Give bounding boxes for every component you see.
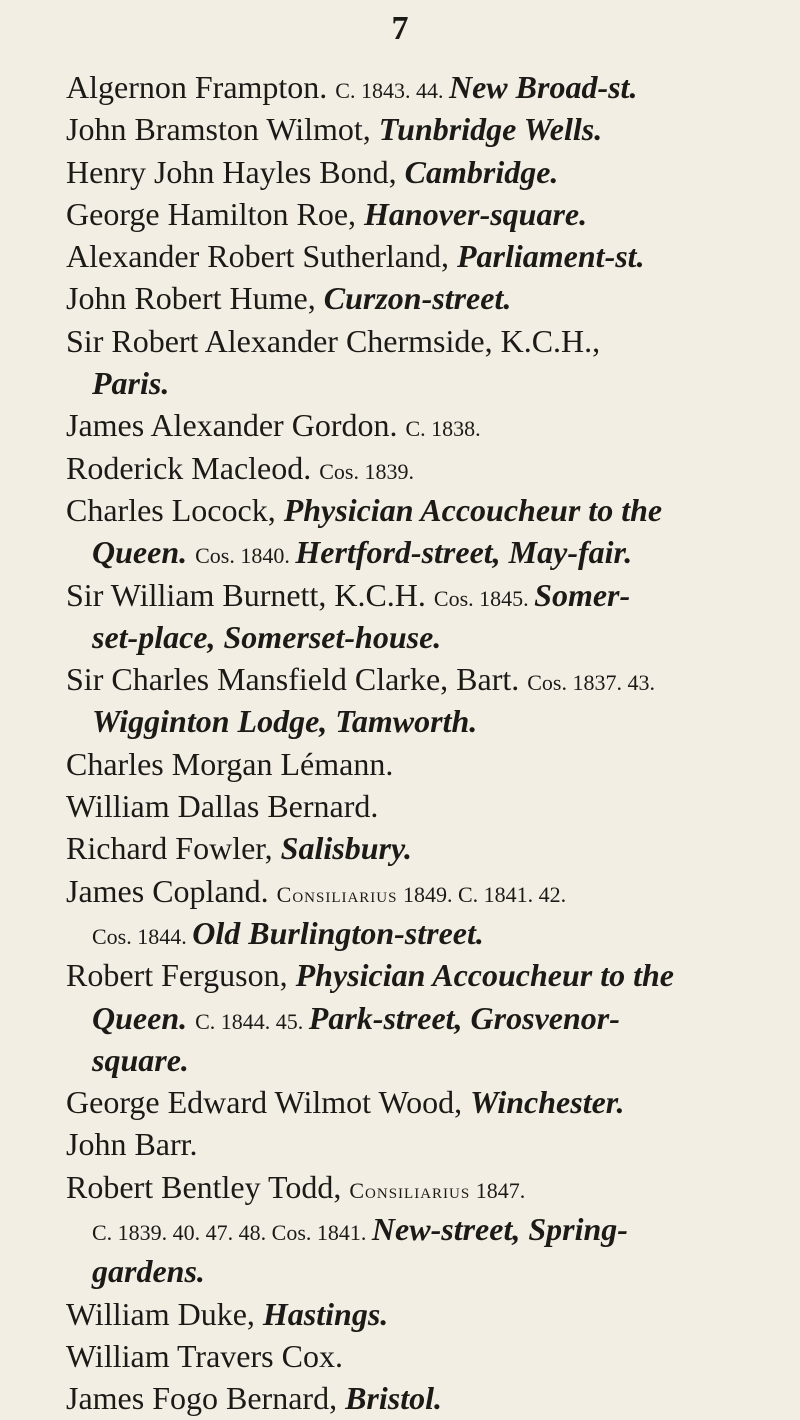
entry-years: C. 1843. 44. [335, 78, 449, 103]
entry-name: William Travers Cox. [66, 1337, 343, 1374]
list-item-continuation [66, 1250, 766, 1292]
entry-address: Somer- [534, 576, 631, 613]
list-item [66, 1081, 766, 1123]
entry-name: Algernon Frampton. [66, 69, 336, 105]
entry-title: Physician Accoucheur to the [295, 957, 674, 994]
list-item [66, 404, 766, 446]
entry-name: John Barr. [66, 1126, 198, 1163]
entry-address: Hastings. [262, 1295, 389, 1332]
entry-address: Tunbridge Wells. [378, 111, 603, 148]
list-item [66, 277, 766, 319]
entry-years: Cos. 1839. [319, 458, 414, 484]
entry-name: Henry John Hayles Bond, [66, 153, 405, 190]
entry-name: Alexander Robert Sutherland, [66, 238, 457, 275]
entry-address: Cambridge. [404, 153, 559, 190]
list-item-continuation [66, 912, 766, 954]
list-item [66, 658, 766, 700]
entry-name: Sir William Burnett, K.C.H. [66, 576, 434, 613]
entry-years: C. 1839. 40. 47. 48. Cos. 1841. [92, 1220, 372, 1246]
entry-address: Park-street, Grosvenor- [308, 999, 620, 1036]
list-item [66, 1293, 766, 1335]
entry-office: Consiliarius [276, 881, 398, 907]
entry-address: New-street, Spring- [371, 1211, 628, 1248]
list-item-continuation [66, 1208, 766, 1250]
entry-name: Sir Robert Alexander Chermside, K.C.H., [66, 322, 601, 359]
entry-title: Queen. [92, 999, 196, 1036]
list-item [66, 954, 766, 996]
entry-years: 1847. [470, 1177, 526, 1203]
list-item [66, 447, 766, 489]
entry-address: Old Burlington-street. [192, 914, 484, 951]
entry-years: 1849. C. 1841. 42. [397, 881, 567, 907]
entry-name: George Edward Wilmot Wood, [66, 1084, 471, 1121]
entry-address: Salisbury. [280, 830, 412, 867]
entry-address: set-place, Somerset-house. [92, 618, 442, 655]
list-item-continuation [66, 616, 766, 658]
list-item [66, 743, 766, 785]
entry-name: James Alexander Gordon. [66, 407, 406, 444]
entry-address: Curzon-street. [323, 280, 512, 317]
entry-address: Parliament-st. [457, 238, 645, 275]
list-item [66, 193, 766, 235]
member-list [66, 66, 766, 1420]
entry-address: Paris. [92, 365, 170, 402]
list-item [66, 489, 766, 531]
entry-years: Cos. 1845. [433, 585, 535, 611]
list-item-continuation [66, 997, 766, 1039]
entry-address: Winchester. [470, 1084, 625, 1121]
entry-years: Cos. 1844. [92, 923, 193, 949]
list-item [66, 235, 766, 277]
entry-name: John Robert Hume, [66, 280, 324, 317]
list-item [66, 870, 766, 912]
entry-years: C. 1844. 45. [195, 1008, 309, 1034]
list-item [66, 785, 766, 827]
entry-name: James Copland. [66, 872, 277, 909]
entry-address: New Broad-st. [448, 69, 638, 105]
entry-address: Bristol. [345, 1380, 442, 1417]
list-item [66, 1123, 766, 1165]
list-item [66, 1166, 766, 1208]
list-item [66, 574, 766, 616]
entry-address: Wigginton Lodge, Tamworth. [92, 703, 478, 740]
entry-name: John Bramston Wilmot, [66, 111, 379, 148]
list-item-continuation [66, 700, 766, 742]
list-item [66, 1335, 766, 1377]
entry-name: George Hamilton Roe, [66, 195, 365, 232]
list-item [66, 108, 766, 150]
entry-office: Consiliarius [349, 1177, 471, 1203]
entry-address: gardens. [92, 1253, 205, 1290]
entry-years: C. 1838. [405, 416, 481, 442]
entry-name: Robert Ferguson, [66, 957, 296, 994]
entry-name: William Dallas Bernard. [66, 788, 379, 825]
entry-name: Charles Locock, [66, 491, 284, 528]
list-item [66, 320, 766, 362]
entry-address: Hanover-square. [364, 195, 588, 232]
list-item-continuation [66, 1039, 766, 1081]
list-item [66, 827, 766, 869]
list-item-continuation [66, 531, 766, 573]
entry-name: Richard Fowler, [66, 830, 281, 867]
list-item [66, 151, 766, 193]
entry-title: Queen. [92, 534, 196, 571]
entry-name: William Duke, [66, 1295, 263, 1332]
entry-name: Sir Charles Mansfield Clarke, Bart. [66, 661, 528, 698]
list-item [66, 66, 766, 108]
entry-name: Charles Morgan Lémann. [66, 745, 394, 782]
entry-address: square. [92, 1041, 189, 1078]
entry-years: Cos. 1837. 43. [527, 670, 655, 696]
entry-address: Hertford-street, May-fair. [295, 534, 633, 571]
entry-title: Physician Accoucheur to the [283, 491, 663, 528]
list-item-continuation [66, 362, 766, 404]
entry-name: Roderick Macleod. [66, 449, 320, 486]
list-item [66, 1377, 766, 1419]
entry-name: James Fogo Bernard, [66, 1380, 346, 1417]
page-number: 7 [391, 10, 409, 47]
entry-name: Robert Bentley Todd, [66, 1168, 350, 1205]
entry-years: Cos. 1840. [195, 543, 296, 569]
